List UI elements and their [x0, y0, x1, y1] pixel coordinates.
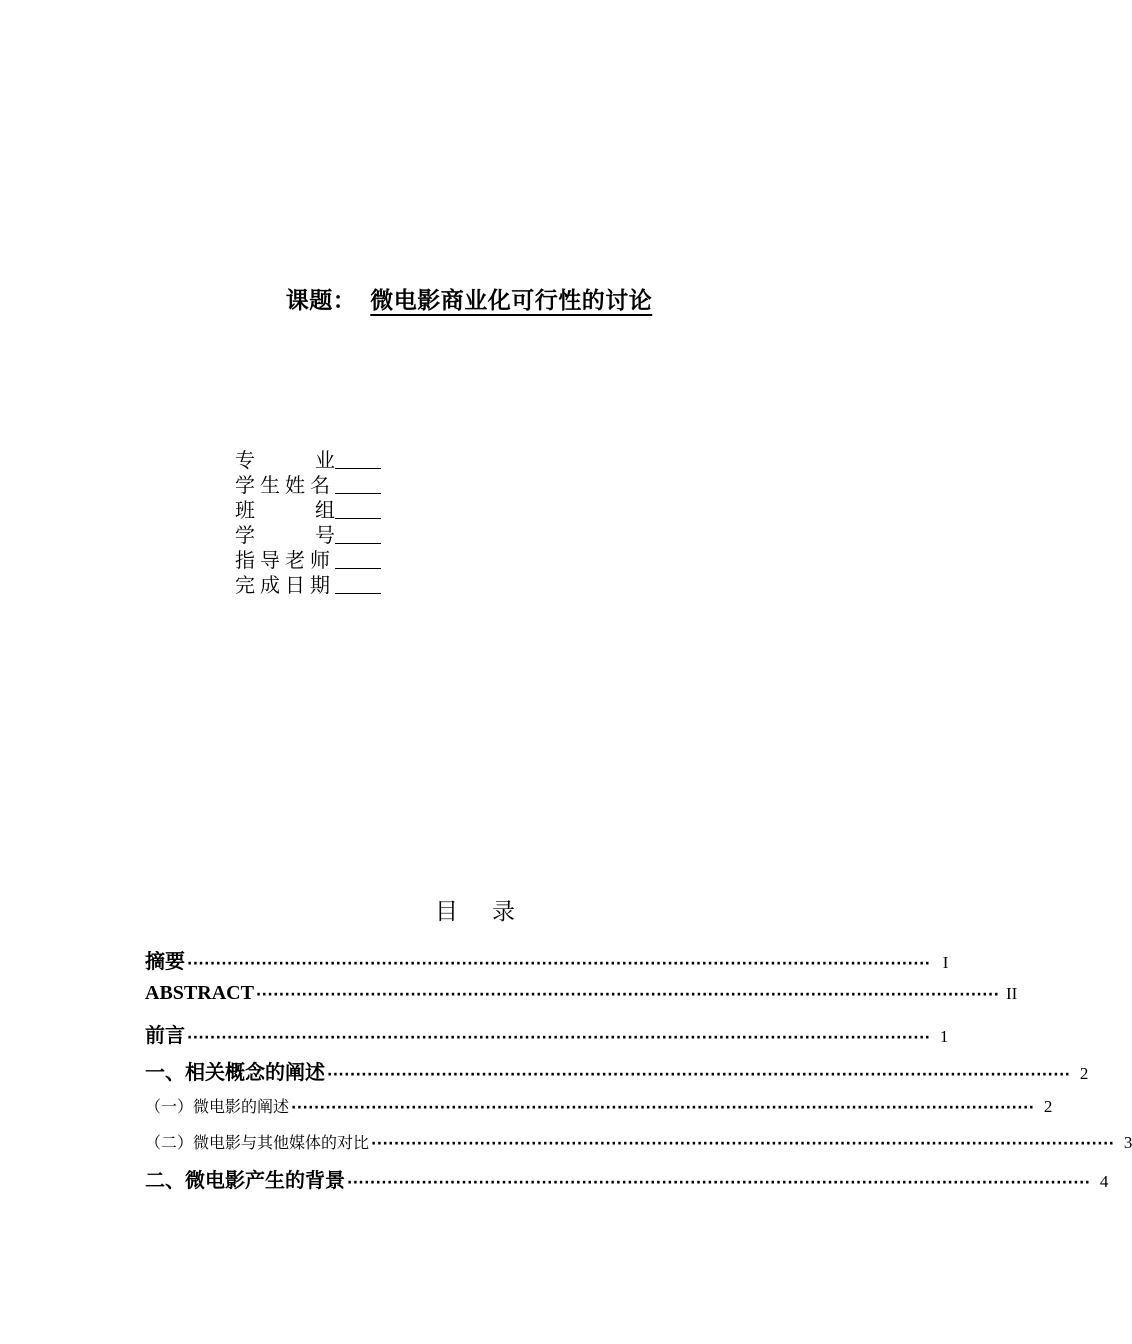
info-blank-advisor[interactable] — [335, 548, 381, 569]
toc-page-number: II — [1005, 984, 1018, 1003]
toc-page-number: 2 — [1079, 1064, 1089, 1083]
toc-leader-dots: ·································································································································· — [187, 1030, 931, 1046]
info-label-class: 班 组 — [235, 498, 335, 522]
toc-leader-dots: ·································································································································· — [187, 956, 931, 972]
info-label-student-name: 学生姓名 — [235, 473, 335, 497]
info-row-major — [235, 448, 381, 473]
info-blank-major[interactable] — [335, 448, 381, 469]
toc-page-number: 4 — [1099, 1172, 1109, 1191]
info-blank-completion-date[interactable] — [335, 573, 381, 594]
toc-leader-dots: ·································································································································· — [291, 1100, 1035, 1116]
info-blank-student-name[interactable] — [335, 473, 381, 494]
info-row-student-name — [235, 473, 381, 498]
info-label-major: 专 业 — [235, 448, 335, 472]
toc-entry-label: ABSTRACT — [145, 982, 254, 1004]
toc-entry-label: 二、微电影产生的背景 — [145, 1168, 345, 1192]
toc-entry-label: 前言 — [145, 1023, 185, 1047]
info-row-student-id — [235, 523, 381, 548]
toc-entry-label: （一）微电影的阐述 — [145, 1097, 290, 1116]
info-blank-student-id[interactable] — [335, 523, 381, 544]
topic-label: 课题： — [285, 288, 357, 314]
toc-page-number: I — [942, 953, 949, 972]
info-label-advisor: 指导老师 — [235, 548, 335, 572]
cover-title — [0, 282, 950, 315]
toc-leader-dots: ·································································································································· — [371, 1136, 1115, 1152]
toc-title: 目录 — [435, 899, 549, 925]
info-row-advisor — [235, 548, 381, 573]
toc-entry-label: 一、相关概念的阐述 — [145, 1060, 325, 1084]
toc-entry[interactable] — [145, 982, 1018, 1005]
toc-page-number: 1 — [939, 1027, 949, 1046]
toc-entry-label: （二）微电影与其他媒体的对比 — [145, 1133, 370, 1152]
toc-entry[interactable] — [145, 1056, 1089, 1085]
toc-entry[interactable] — [145, 1164, 1109, 1193]
info-label-student-id: 学 号 — [235, 523, 335, 547]
student-info-block — [235, 448, 381, 598]
toc-leader-dots: ·································································································································· — [327, 1067, 1071, 1083]
toc-page-number: 2 — [1043, 1097, 1053, 1116]
toc-entry-label: 摘要 — [145, 949, 185, 973]
info-row-class — [235, 498, 381, 523]
info-label-completion-date: 完成日期 — [235, 573, 335, 597]
info-row-completion-date — [235, 573, 381, 598]
info-blank-class[interactable] — [335, 498, 381, 519]
toc-entry[interactable] — [145, 945, 949, 974]
toc-leader-dots: ·································································································································· — [255, 987, 1000, 1003]
toc-page-number: 3 — [1123, 1133, 1132, 1152]
toc-entry[interactable] — [145, 1019, 949, 1048]
toc-entry[interactable] — [145, 1094, 1053, 1117]
toc-leader-dots: ·································································································································· — [347, 1175, 1091, 1191]
topic-text: 微电影商业化可行性的讨论 — [370, 288, 653, 314]
toc-entry[interactable] — [145, 1130, 1132, 1153]
